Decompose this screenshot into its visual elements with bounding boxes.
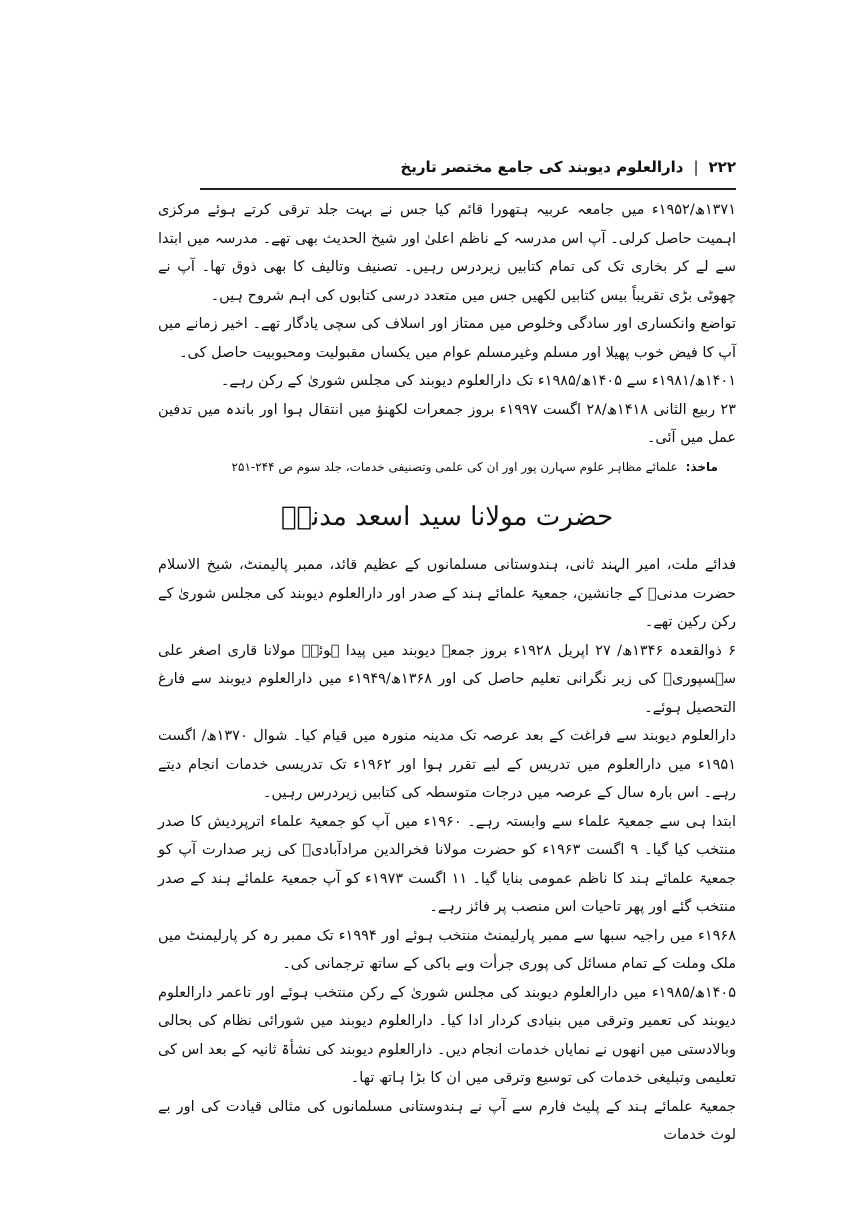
paragraph: ۱۳۷۱ھ/۱۹۵۲ء میں جامعہ عربیہ ہتھورا قائم کیا جس نے بہت جلد ترقی کرتے ہوئے مرکزی اہمیت حاصل کرلی۔ آپ اس مدرسہ کے ناظم اعلیٰ اور شیخ الحدیث بھی تھے۔ مدرسہ میں ابتدا سے لے کر بخاری تک کی تمام کتابیں زیردرس رہیں۔ تصنیف وتالیف کا بھی ذوق تھا۔ آپ نے چھوٹی بڑی تقریباً بیس کتابیں لکھیں جس میں متعدد درسی کتابوں کی اہم شروح ہیں۔ xyxy=(158,202,736,304)
header-rule xyxy=(200,188,736,190)
book-title: دارالعلوم دیوبند کی جامع مختصر تاریخ xyxy=(400,158,684,176)
header-separator: | xyxy=(693,158,699,176)
paragraph: فدائے ملت، امیر الہند ثانی، ہندوستانی مسلمانوں کے عظیم قائد، ممبر پالیمنٹ، شیخ الاسلام حضرت مدنیؒ کے جانشین، جمعیۃ علمائے ہند کے صدر اور دارالعلوم دیوبند کی مجلس شوریٰ کے رکن رکین تھے۔ xyxy=(158,557,736,630)
page-body xyxy=(158,196,736,1150)
paragraph: تواضع وانکساری اور سادگی وخلوص میں ممتاز اور اسلاف کی سچی یادگار تھے۔ اخیر زمانے میں آپ کا فیض خوب پھیلا اور مسلم وغیرمسلم عوام میں یکساں مقبولیت ومحبوبیت حاصل کی۔ xyxy=(158,316,736,361)
source-citation xyxy=(158,453,736,482)
paragraph: ۲۳ ربیع الثانی ۱۴۱۸ھ/۲۸ اگست ۱۹۹۷ء بروز جمعرات لکھنؤ میں انتقال ہوا اور باندہ میں تدفین عمل میں آئی۔ xyxy=(158,401,736,446)
source-text: علمائے مظاہر علوم سہارن پور اور ان کی علمی وتصنیفی خدمات، جلد سوم ص ۲۴۴-۲۵۱ xyxy=(231,459,678,474)
page-number: ۲۲۲ xyxy=(708,158,736,176)
paragraph: ۱۴۰۵ھ/۱۹۸۵ء میں دارالعلوم دیوبند کی مجلس شوریٰ کے رکن منتخب ہوئے اور تاعمر دارالعلوم دیوبند کی تعمیر وترقی میں بنیادی کردار ادا کیا۔ دارالعلوم دیوبند میں شورائی نظام کی بحالی وبالادستی میں انھوں نے نمایاں خدمات انجام دیں۔ دارالعلوم دیوبند کی نشأۃ ثانیہ کے بعد اس کی تعلیمی وتبلیغی خدمات کی توسیع وترقی میں ان کا بڑا ہاتھ تھا۔ xyxy=(158,984,736,1086)
paragraph: ۱۴۰۱ھ/۱۹۸۱ء سے ۱۴۰۵ھ/۱۹۸۵ء تک دارالعلوم دیوبند کی مجلس شوریٰ کے رکن رہے۔ xyxy=(220,373,736,389)
paragraph: ۱۹۶۸ء میں راجیہ سبھا سے ممبر پارلیمنٹ منتخب ہوئے اور ۱۹۹۴ء تک ممبر رہ کر پارلیمنٹ میں ملک وملت کے تمام مسائل کی پوری جرأت وبے باکی کے ساتھ ترجمانی کی۔ xyxy=(158,927,736,972)
source-label: ماخذ: xyxy=(685,459,718,474)
paragraph: ۶ ذوالقعدہ ۱۳۴۶ھ/ ۲۷ اپریل ۱۹۲۸ء بروز جمعہ دیوبند میں پیدا ہوئے۔ مولانا قاری اصغر علی سہسپوریؒ کی زیر نگرانی تعلیم حاصل کی اور ۱۳۶۸ھ/۱۹۴۹ء میں دارالعلوم دیوبند سے فارغ التحصیل ہوئے۔ xyxy=(158,642,736,716)
section-heading: حضرت مولانا سید اسعد مدنیؒ xyxy=(280,502,614,532)
running-header xyxy=(200,150,736,184)
paragraph: دارالعلوم دیوبند سے فراغت کے بعد عرصہ تک مدینہ منورہ میں قیام کیا۔ شوال ۱۳۷۰ھ/ اگست ۱۹۵۱ء میں دارالعلوم میں تدریس کے لیے تقرر ہوا اور ۱۹۶۲ء تک تدریسی خدمات انجام دیتے رہے۔ اس بارہ سال کے عرصہ میں درجات متوسطہ کی کتابیں زیردرس رہیں۔ xyxy=(158,728,736,801)
paragraph: جمعیۃ علمائے ہند کے پلیٹ فارم سے آپ نے ہندوستانی مسلمانوں کی مثالی قیادت کی اور بے لوث خدمات xyxy=(158,1098,736,1143)
paragraph: ابتدا ہی سے جمعیۃ علماء سے وابستہ رہے۔ ۱۹۶۰ء میں آپ کو جمعیۃ علماء اترپردیش کا صدر منتخب کیا گیا۔ ۹ اگست ۱۹۶۳ء کو حضرت مولانا فخرالدین مرادآبادیؒ کی زیر صدارت آپ کو جمعیۃ علمائے ہند کا ناظم عمومی بنایا گیا۔ ۱۱ اگست ۱۹۷۳ء کو آپ جمعیۃ علمائے ہند کے صدر منتخب گئے اور پھر تاحیات اس منصب پر فائز رہے۔ xyxy=(158,813,737,915)
